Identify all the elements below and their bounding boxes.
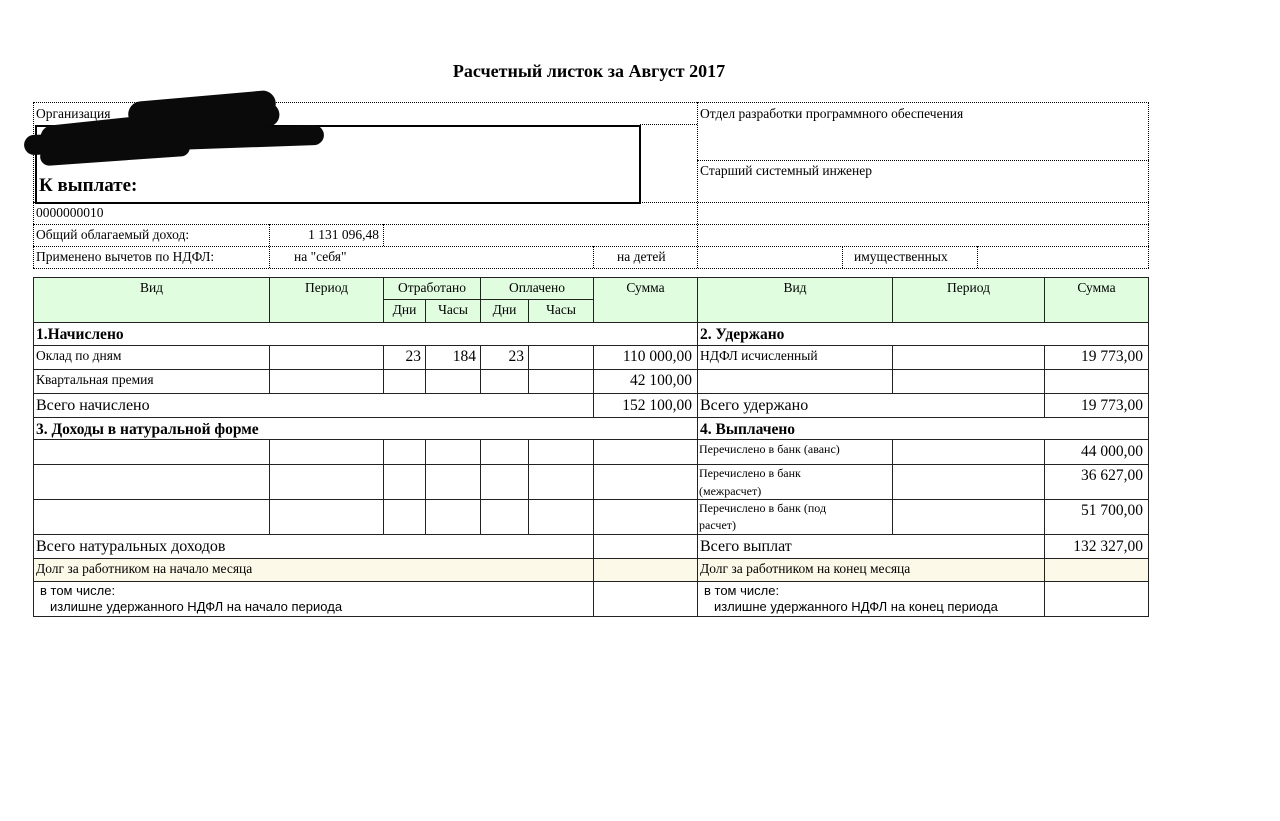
pay-label: К выплате: — [39, 175, 138, 196]
col-header-vid-right: Вид — [783, 280, 807, 295]
debt-start-label: Долг за работником на начало месяца — [36, 561, 253, 576]
col-header-paid: Оплачено — [509, 280, 565, 295]
section-withheld: 2. Удержано — [700, 326, 785, 343]
deduction-children-label: на детей — [617, 249, 666, 264]
col-header-period-right: Период — [947, 280, 990, 295]
total-accrued-label: Всего начислено — [36, 397, 150, 414]
total-accrued-value: 152 100,00 — [622, 397, 692, 414]
col-header-sum-right: Сумма — [1077, 280, 1116, 295]
paid-row-name-cont: (межрасчет) — [699, 484, 762, 498]
paid-row-name: Перечислено в банк (аванс) — [699, 442, 840, 456]
col-header-vid: Вид — [139, 280, 164, 295]
including-label-right: в том числе: — [704, 583, 780, 598]
accrual-row-worked-hours: 184 — [452, 348, 476, 365]
org-label: Организация — [36, 106, 111, 121]
taxable-income-label: Общий облагаемый доход: — [36, 227, 190, 242]
accrual-row-sum: 110 000,00 — [622, 348, 692, 365]
col-header-worked: Отработано — [397, 280, 467, 295]
position: Старший системный инженер — [700, 163, 872, 178]
accrual-row-sum: 42 100,00 — [630, 372, 692, 389]
deduction-self-label: на "себя" — [294, 249, 347, 264]
total-withheld-label: Всего удержано — [700, 397, 809, 414]
section-paid-out: 4. Выплачено — [700, 421, 795, 438]
including-label: в том числе: — [40, 583, 116, 598]
total-withheld-value: 19 773,00 — [1081, 397, 1143, 414]
accrual-row-worked-days: 23 — [405, 348, 421, 365]
employee-id: 0000000010 — [36, 205, 104, 220]
withheld-row-name: НДФЛ исчисленный — [700, 348, 818, 363]
paid-row-sum: 44 000,00 — [1081, 443, 1143, 460]
section-natural-income: 3. Доходы в натуральной форме — [36, 421, 259, 438]
paid-row-sum: 51 700,00 — [1081, 502, 1143, 519]
paid-row-name: Перечислено в банк — [699, 466, 801, 480]
withheld-row-sum: 19 773,00 — [1081, 348, 1143, 365]
col-header-sum: Сумма — [626, 280, 665, 295]
deduction-property-label: имущественных — [854, 249, 948, 264]
including-detail: излишне удержанного НДФЛ на начало периода — [50, 599, 343, 614]
paid-row-name-cont: расчет) — [699, 518, 737, 532]
paid-row-name: Перечислено в банк (под — [699, 501, 827, 515]
section-accrued: 1.Начислено — [36, 326, 124, 343]
col-header-period: Период — [305, 280, 348, 295]
col-header-paid-days: Дни — [492, 302, 517, 317]
paid-row-sum: 36 627,00 — [1081, 467, 1143, 484]
total-natural-label: Всего натуральных доходов — [36, 538, 226, 555]
total-paid-value: 132 327,00 — [1073, 538, 1143, 555]
deductions-label: Применено вычетов по НДФЛ: — [36, 249, 215, 264]
including-detail-right: излишне удержанного НДФЛ на конец периода — [714, 599, 998, 614]
department: Отдел разработки программного обеспечения — [700, 106, 964, 121]
col-header-worked-days: Дни — [392, 302, 417, 317]
accrual-row-name: Оклад по дням — [36, 348, 122, 363]
accrual-row-paid-days: 23 — [508, 348, 524, 365]
debt-end-label: Долг за работником на конец месяца — [700, 561, 911, 576]
col-header-worked-hours: Часы — [438, 302, 468, 317]
col-header-paid-hours: Часы — [546, 302, 576, 317]
accrual-row-name: Квартальная премия — [36, 372, 154, 387]
taxable-income-value: 1 131 096,48 — [308, 227, 379, 242]
total-paid-label: Всего выплат — [700, 538, 792, 555]
page-title: Расчетный листок за Август 2017 — [452, 61, 726, 81]
